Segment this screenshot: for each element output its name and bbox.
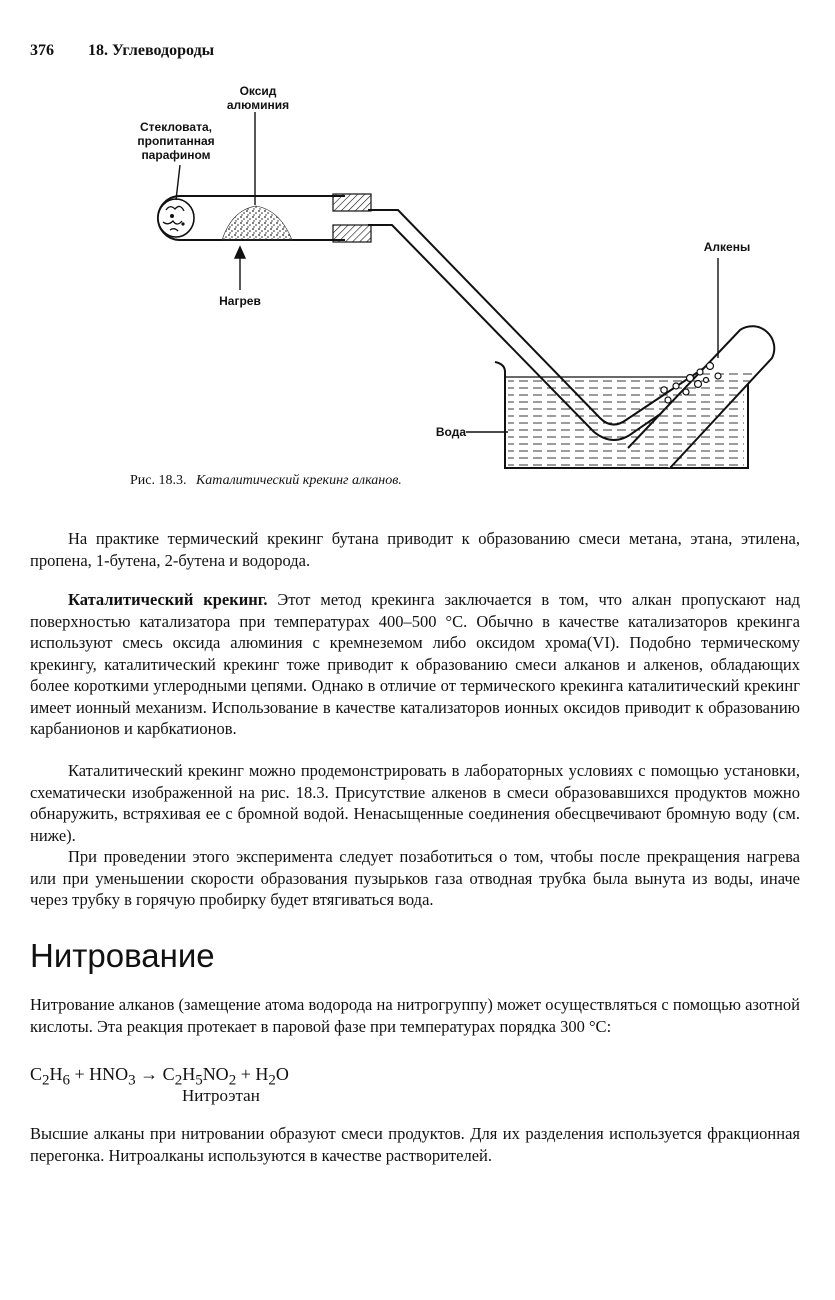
- paragraph-demonstration: Каталитический крекинг можно продемонстрировать в лабораторных условиях с помощью установки, схематически изображенной на рис. 18.3. Присутствие алкенов в смеси образовавшихся продуктов можно обнаружить, встряхивая ее с бромной водой. Ненасыщенные соединения обесцвечивают бромную воду (см. ниже).: [30, 761, 800, 845]
- reaction-arrow: →: [135, 1064, 163, 1084]
- horizontal-test-tube: [158, 194, 371, 242]
- figure-catalytic-cracking: [120, 80, 800, 480]
- section-heading: Нитрование: [30, 937, 215, 974]
- paragraph-lead: Каталитический крекинг.: [68, 590, 268, 609]
- label-water: Вода: [435, 425, 466, 439]
- label-heating: Нагрев: [219, 294, 261, 308]
- label-alkenes: Алкены: [703, 240, 751, 254]
- caption-number: Рис. 18.3.: [130, 473, 187, 488]
- page-number: 376: [30, 42, 54, 59]
- product-name: Нитроэтан: [182, 1086, 260, 1105]
- chemical-equation: $C_2H_6 + HNO_3 \to C_2H_5NO_2 + H_2O$: [30, 1064, 289, 1089]
- stopper-top: [333, 194, 371, 211]
- label-glass-wool: Стекловата, пропитанная парафином: [137, 120, 215, 162]
- caption-title: Каталитический крекинг алканов.: [196, 473, 402, 488]
- label-alumina: Оксид алюминия: [226, 84, 290, 112]
- glass-wool-plug: [158, 199, 194, 237]
- stopper-bottom: [333, 225, 371, 242]
- paragraph-higher-alkanes: Высшие алканы при нитровании образуют смеси продуктов. Для их разделения используется фракционная перегонка. Нитроалканы используются в качестве растворителей.: [30, 1124, 800, 1165]
- chapter-title: 18. Углеводороды: [88, 42, 215, 59]
- page-header: [30, 42, 214, 60]
- figure-caption: [130, 473, 402, 489]
- alumina-pile: [222, 206, 292, 240]
- paragraph-catalytic-cracking: Каталитический крекинг. Этот метод крекинга заключается в том, что алкан пропускают над поверхностью катализатора при температурах 400–500 °С. Обычно в качестве катализаторов крекинга используют смесь оксида алюминия с кремнеземом либо оксидом хрома(VI). Подобно термическому крекингу, каталитический крекинг тоже приводит к образованию смеси алканов и алкенов, обладающих более короткими углеродными цепями. Однако в отличие от термического крекинга каталитический крекинг имеет ионный механизм. Использование в качестве катализаторов ионных оксидов приводит к образованию карбанионов и карбкатионов.: [30, 590, 800, 738]
- paragraph-precaution: При проведении этого эксперимента следует позаботиться о том, чтобы после прекращения нагрева или при уменьшении скорости образования пузырьков газа отводная трубка была вынута из воды, иначе через трубку в горячую пробирку будет втягиваться вода.: [30, 847, 800, 909]
- paragraph-nitration: Нитрование алканов (замещение атома водорода на нитрогруппу) может осуществляться с помощью азотной кислоты. Эта реакция протекает в паровой фазе при температурах порядка 300 °С:: [30, 995, 800, 1036]
- paragraph-thermal-cracking: На практике термический крекинг бутана приводит к образованию смеси метана, этана, этилена, пропена, 1-бутена, 2-бутена и водорода.: [30, 529, 800, 570]
